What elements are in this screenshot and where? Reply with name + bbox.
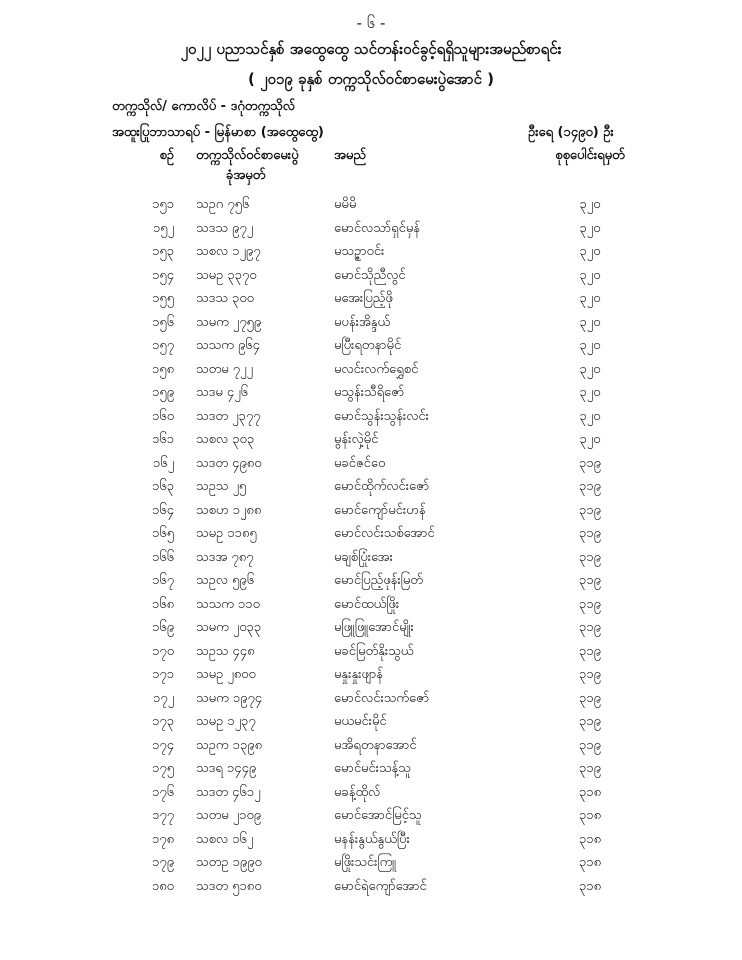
row-number: ၁၆၉ — [152, 620, 174, 635]
table-row — [0, 735, 742, 759]
row-number: ၁၅၄ — [152, 267, 174, 283]
row-name: မအေးပြည့်ဖို — [334, 291, 393, 306]
row-number: ၁၅၁ — [152, 197, 174, 212]
row-name: မသဉ္ဇာဝင်း — [334, 244, 385, 259]
row-score: ၃၁၉ — [579, 526, 601, 541]
row-exam-id: သမဥ ၁၁၈၅ — [196, 526, 257, 541]
row-score: ၃၂၀ — [579, 244, 601, 259]
table-row — [0, 194, 742, 218]
row-exam-id: သတဥ ၁၉၉၀ — [196, 855, 262, 870]
row-exam-id: သမက ၂၇၅၉ — [196, 314, 262, 330]
row-name: မောင်ပြည့်ဖုန်းမြတ် — [334, 573, 423, 588]
table-row — [0, 570, 742, 594]
row-score: ၃၂၀ — [579, 408, 601, 424]
row-number: ၁၇၀ — [152, 643, 174, 659]
row-exam-id: သဒတ ၅၁၈၀ — [196, 878, 262, 894]
row-number: ၁၇၂ — [152, 690, 174, 706]
row-name: မခန့်ထိုလ် — [334, 784, 381, 800]
row-number: ၁၇၇ — [152, 808, 174, 823]
row-name: မသွန်းသီရိဇော် — [334, 385, 405, 400]
university-line: တက္ကသိုလ်/ ကောလိပ် - ဒဂုံတက္ကသိုလ် — [112, 99, 295, 114]
table-row — [0, 265, 742, 289]
row-exam-id: သစလ ၁၆၂ — [196, 831, 254, 847]
table-row — [0, 805, 742, 829]
row-name: မနှုးနှုးဖျာန် — [334, 667, 384, 682]
row-number: ၁၆၁ — [152, 432, 174, 447]
row-name: မောင်မင်းသန့်သူ — [334, 761, 411, 776]
row-exam-id: သမက ၁၉၇၄ — [196, 690, 263, 706]
row-number: ၁၅၃ — [152, 244, 174, 259]
row-exam-id: သမဥ ၁၂၃၇ — [196, 714, 256, 729]
table-row — [0, 312, 742, 336]
table-row — [0, 688, 742, 712]
row-name: မဖြူဖြူအောင်မျိုး — [334, 620, 414, 635]
table-row — [0, 241, 742, 265]
row-name: မဖြိုးသင်းကြူ — [334, 855, 397, 870]
row-name: မောင်သွန်းသွန်းလင်း — [334, 408, 429, 424]
row-number: ၁၇၆ — [152, 784, 174, 800]
row-number: ၁၅၂ — [152, 220, 174, 236]
column-header-no: စဉ် — [159, 148, 174, 163]
row-score: ၃၁၉ — [579, 479, 601, 494]
row-exam-id: သဥက ၁၃၉၈ — [196, 737, 262, 753]
row-exam-id: သသက ၁၁၀ — [196, 596, 260, 612]
row-score: ၃၂၀ — [579, 338, 601, 353]
row-score: ၃၂၀ — [579, 291, 601, 306]
major-line: အထူးပြုဘာသာရပ် - မြန်မာစာ (အထွေထွေ) — [112, 125, 324, 140]
row-score: ၃၂၀ — [579, 197, 601, 212]
row-name: မယမင်းမိုင် — [334, 714, 387, 729]
row-score: ၃၁၈ — [578, 831, 602, 847]
row-exam-id: သမဥ ၂၈၀၀ — [196, 667, 256, 682]
row-name: မောင်လသာ်ရှင်မှန် — [334, 220, 420, 236]
row-name: မခင်မြတ်နိုးသွယ် — [334, 643, 414, 659]
document-subtitle: ( ၂၀၁၉ ခုနှစ် တက္ကသိုလ်ဝင်စာမေးပွဲအောင် ) — [248, 70, 494, 88]
row-name: မွန်းလှဲ့မိုင် — [334, 432, 379, 447]
row-exam-id: သမက ၂၀၃၃ — [196, 620, 262, 635]
row-number: ၁၆၅ — [152, 526, 174, 541]
row-number: ၁၅၅ — [152, 291, 174, 306]
row-name: မမိမိ — [334, 197, 357, 212]
column-header-seat-no: ခုံအမှတ် — [226, 168, 266, 183]
row-name: မလင်းလက်ရွှေစင် — [334, 361, 419, 377]
row-name: မချစ်ပြုံးအေး — [334, 549, 393, 565]
quota-line: ဦးရေ (၁၄၉၀) ဦး — [528, 125, 614, 140]
table-row — [0, 288, 742, 312]
row-name: မနန်းနွယ်နွယ်ပြီး — [334, 831, 410, 847]
row-number: ၁၆၆ — [152, 549, 174, 565]
table-row — [0, 617, 742, 641]
row-number: ၁၇၁ — [152, 667, 174, 682]
row-number: ၁၇၅ — [152, 761, 174, 776]
table-row — [0, 594, 742, 618]
table-row — [0, 406, 742, 430]
row-exam-id: သဒသ ၉၇၂ — [196, 220, 254, 236]
column-header-exam-id: တက္ကသိုလ်ဝင်စာမေးပွဲ — [196, 148, 299, 163]
table-row — [0, 382, 742, 406]
row-exam-id: သဒသ ၃၀၀ — [196, 291, 254, 306]
row-score: ၃၁၉ — [579, 643, 601, 659]
table-row — [0, 758, 742, 782]
row-score: ၃၁၉ — [579, 620, 601, 635]
row-name: မပြီးရတနာမိုင် — [334, 338, 402, 353]
row-number: ၁၅၆ — [152, 314, 174, 330]
table-row — [0, 829, 742, 853]
row-number: ၁၆၃ — [152, 479, 174, 494]
row-number: ၁၇၈ — [151, 831, 174, 847]
row-name: မောင်ထိုက်လင်းဇော် — [334, 479, 430, 494]
table-row — [0, 218, 742, 242]
row-score: ၃၂၀ — [579, 385, 601, 400]
row-number: ၁၅၇ — [152, 338, 174, 353]
table-row — [0, 547, 742, 571]
row-name: မောင်အောင်မြင့်သူ — [334, 808, 422, 823]
row-exam-id: သတမ ၇၂၂ — [196, 361, 253, 377]
row-name: မောင်ကျော်မင်းဟန် — [334, 502, 426, 518]
row-score: ၃၁၈ — [578, 808, 602, 823]
row-number: ၁၅၈ — [151, 361, 174, 377]
row-score: ၃၁၈ — [578, 878, 602, 894]
row-exam-id: သဒမ ၄၂၆ — [196, 385, 248, 400]
row-exam-id: သစလ ၃၀၃ — [196, 432, 255, 447]
row-name: မပန်းအိန္ဒယ် — [334, 314, 391, 330]
row-exam-id: သဒတ ၄၉၈၀ — [196, 455, 262, 471]
document-title: ၂၀၂၂ ပညာသင်နှစ် အထွေထွေ သင်တန်းဝင်ခွင့်ရရှိသူများအမည်စာရင်း — [180, 40, 562, 58]
page-number: - ၆ - — [356, 14, 386, 32]
row-number: ၁၇၄ — [152, 737, 174, 753]
row-exam-id: သတမ ၂၁၀၉ — [196, 808, 262, 823]
row-number: ၁၆၀ — [152, 408, 174, 424]
table-row — [0, 429, 742, 453]
row-number: ၁၆၈ — [151, 596, 174, 612]
table-row — [0, 782, 742, 806]
row-score: ၃၁၉ — [579, 667, 601, 682]
row-score: ၃၂၀ — [579, 220, 601, 236]
table-row — [0, 453, 742, 477]
row-name: မောင်သိုညီလွင် — [334, 267, 406, 283]
row-score: ၃၂၀ — [579, 267, 601, 283]
row-score: ၃၁၈ — [578, 784, 602, 800]
row-score: ၃၁၉ — [579, 690, 601, 706]
table-row — [0, 664, 742, 688]
row-score: ၃၁၉ — [579, 761, 601, 776]
row-number: ၁၆၂ — [152, 455, 174, 471]
row-score: ၃၁၉ — [579, 502, 601, 518]
table-row — [0, 476, 742, 500]
row-score: ၃၂၀ — [579, 361, 601, 377]
row-name: မအိရတနာအောင် — [334, 737, 417, 753]
results-table — [0, 194, 742, 899]
row-number: ၁၇၉ — [152, 855, 174, 870]
row-exam-id: သဒတ ၄၆၁၂ — [196, 784, 261, 800]
row-number: ၁၇၃ — [152, 714, 174, 729]
table-row — [0, 876, 742, 900]
row-score: ၃၁၉ — [579, 573, 601, 588]
table-row — [0, 852, 742, 876]
column-header-name: အမည် — [334, 148, 366, 163]
row-name: မောင်လင်းသစ်အောင် — [334, 526, 435, 541]
table-row — [0, 335, 742, 359]
row-name: မောင်ရဲကျော်အောင် — [334, 878, 427, 894]
row-score: ၃၁၉ — [579, 549, 601, 565]
row-number: ၁၅၉ — [152, 385, 174, 400]
row-score: ၃၂၀ — [579, 314, 601, 330]
table-row — [0, 523, 742, 547]
row-name: မောင်ထယ်ဖြိုး — [334, 596, 400, 612]
row-number: ၁၈၀ — [151, 878, 174, 894]
row-score: ၃၁၉ — [579, 455, 601, 471]
row-exam-id: သဥဂ ၇၅၆ — [196, 197, 250, 212]
row-exam-id: သဥသ ၂၅ — [196, 479, 247, 494]
row-exam-id: သသက ၉၆၄ — [196, 338, 260, 353]
table-row — [0, 711, 742, 735]
column-header-total-score: စုစုပေါင်းရမှတ် — [555, 148, 625, 163]
row-number: ၁၆၇ — [152, 573, 174, 588]
table-row — [0, 641, 742, 665]
row-exam-id: သမဥ ၃၃၇၀ — [196, 267, 257, 283]
row-exam-id: သစဟ ၁၂၈၈ — [196, 502, 262, 518]
row-score: ၃၂၀ — [579, 432, 601, 447]
row-score: ၃၁၉ — [579, 714, 601, 729]
row-score: ၃၁၉ — [579, 737, 601, 753]
table-row — [0, 359, 742, 383]
row-name: မခင်ဇင်ဝေ — [334, 455, 386, 471]
row-exam-id: သဒတ ၂၃၇၇ — [196, 408, 261, 424]
row-exam-id: သဒအ ၇၈၇ — [196, 549, 254, 565]
row-exam-id: သဥလ ၅၉၆ — [196, 573, 255, 588]
row-score: ၃၁၈ — [578, 855, 602, 870]
table-row — [0, 500, 742, 524]
row-exam-id: သစလ ၁၂၉၇ — [196, 244, 261, 259]
row-exam-id: သဥသ ၄၄၈ — [196, 643, 255, 659]
row-number: ၁၆၄ — [152, 502, 174, 518]
row-name: မောင်လင်းသက်ဇော် — [334, 690, 430, 706]
row-score: ၃၁၉ — [579, 596, 601, 612]
row-exam-id: သဒရ ၁၄၄၉ — [196, 761, 257, 776]
